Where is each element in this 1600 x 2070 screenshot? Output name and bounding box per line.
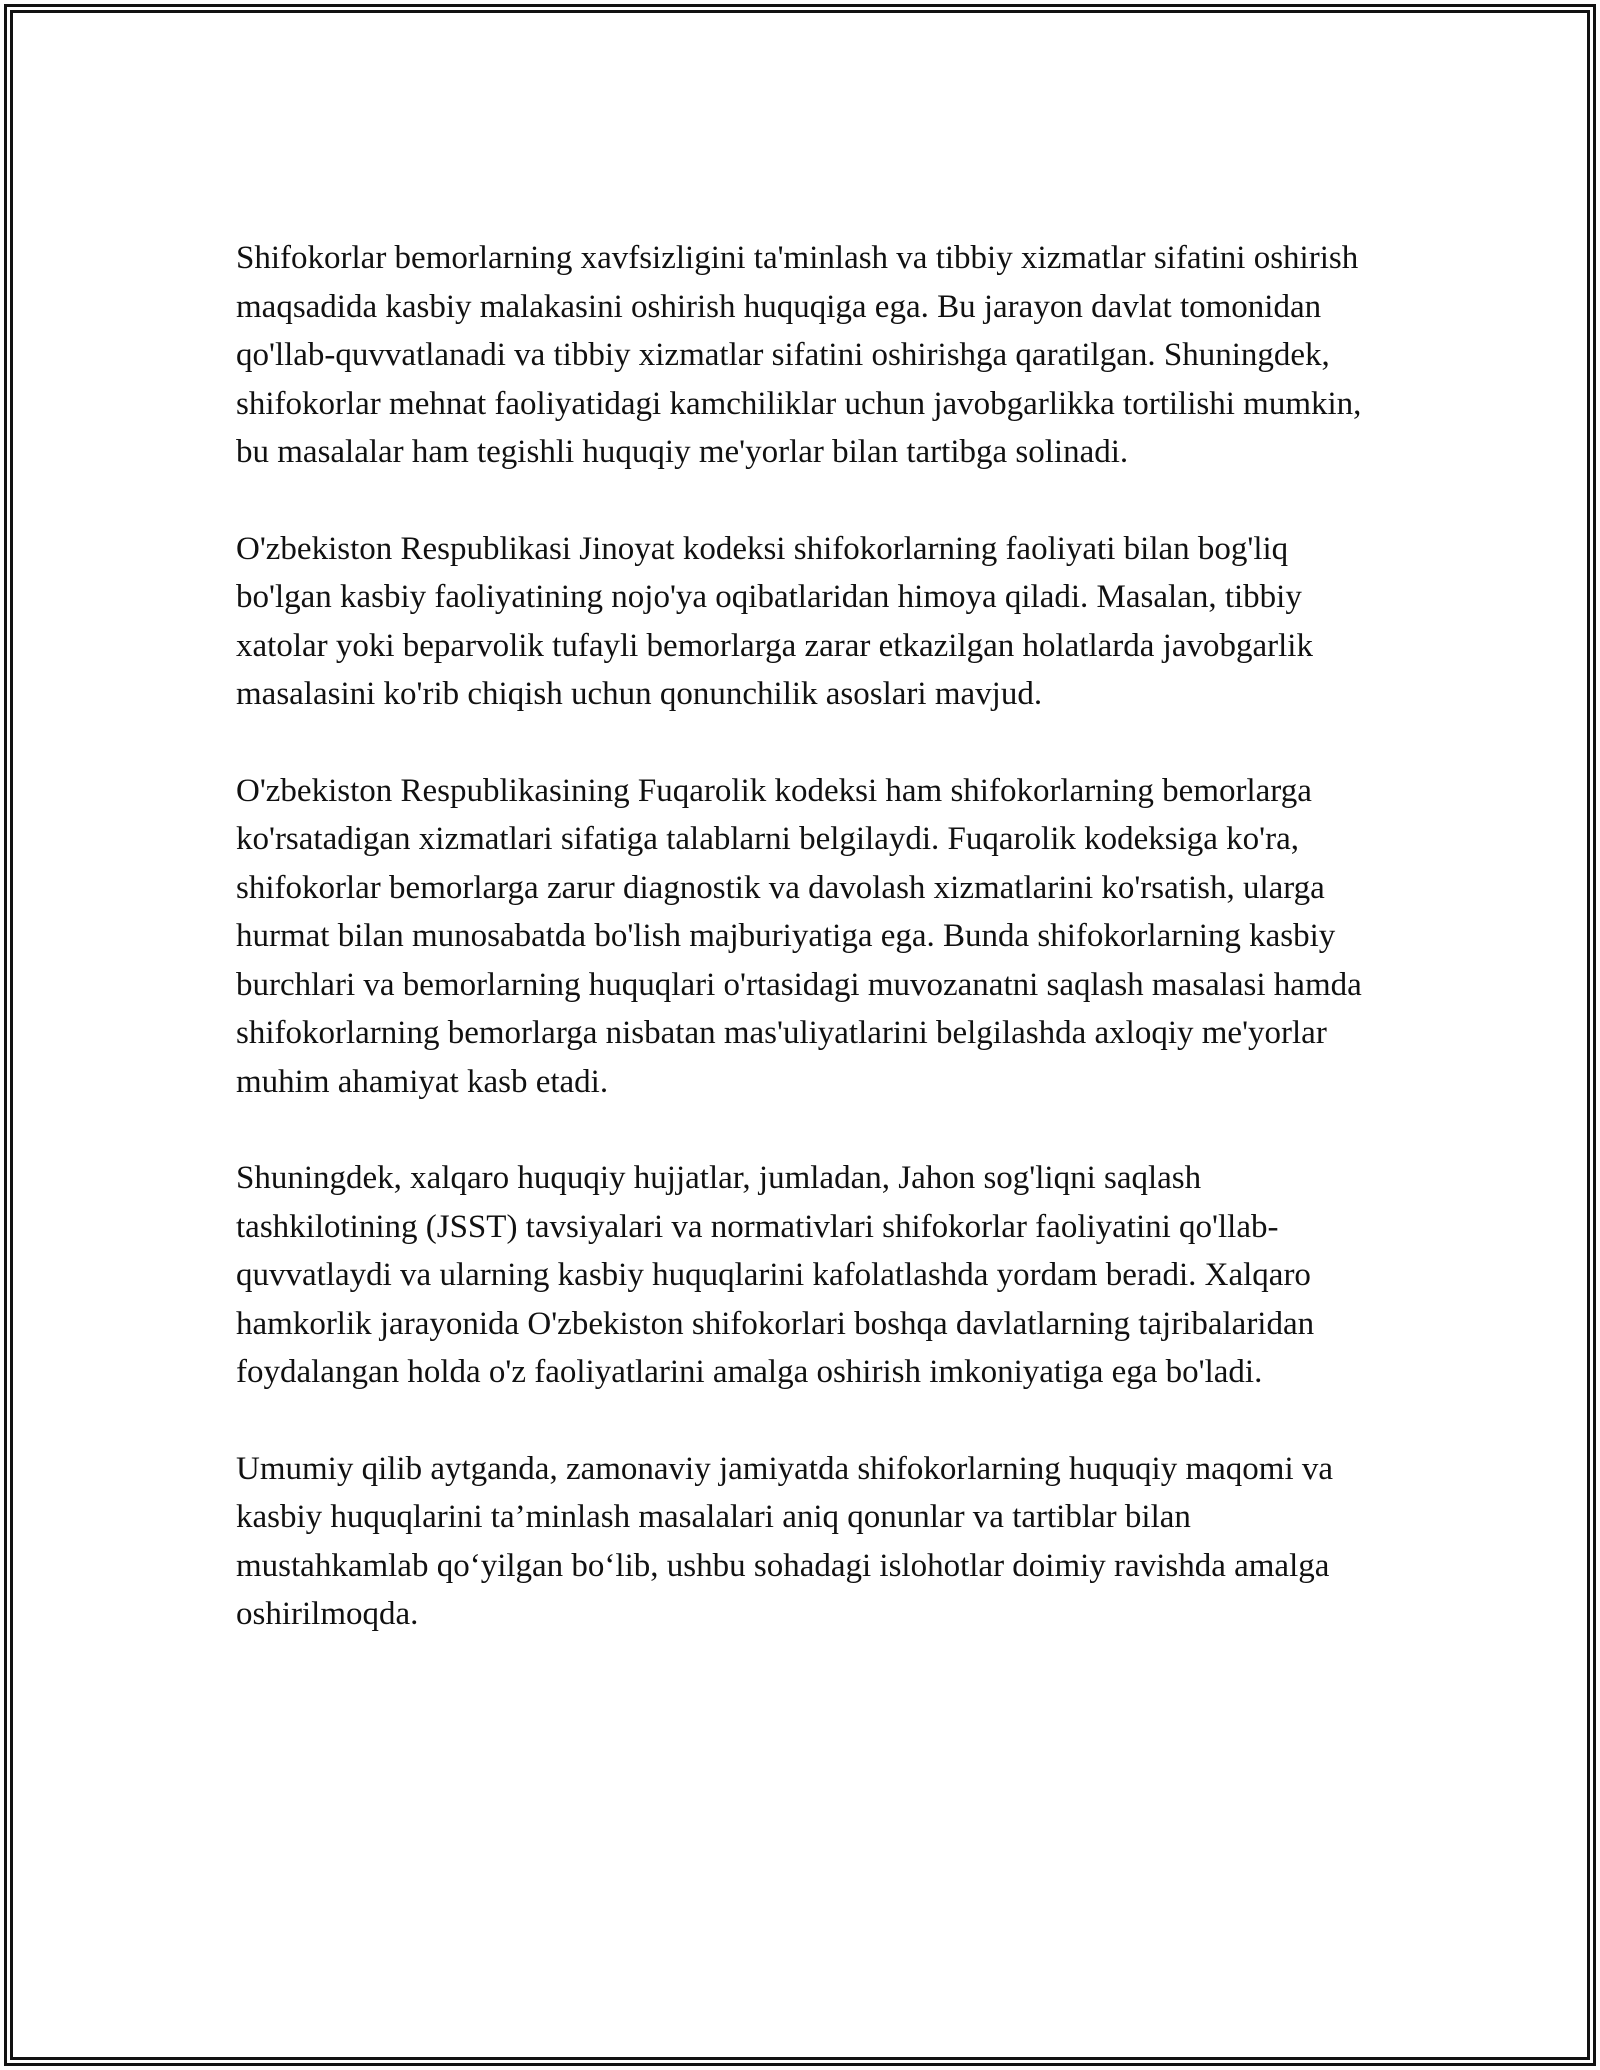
paragraph-1: Shifokorlar bemorlarning xavfsizligini ta'minlash va tibbiy xizmatlar sifatini oshirish maqsadida kasbiy malakasini oshirish huquqiga ega. Bu jarayon davlat tomonidan qo'llab-quvvatlanadi va tibbiy xizmatlar sifatini oshirishga qaratilgan. Shuningdek, shifokorlar mehnat faoliyatidagi kamchiliklar uchun javobgarlikka tortilishi mumkin, bu masalalar ham tegishli huquqiy me'yorlar bilan tartibga solinadi. [236,240,1362,470]
paragraph-2: O'zbekiston Respublikasi Jinoyat kodeksi shifokorlarning faoliyati bilan bog'liq bo'lgan kasbiy faoliyatining nojo'ya oqibatlaridan himoya qiladi. Masalan, tibbiy xatolar yoki beparvolik tufayli bemorlarga zarar etkazilgan holatlarda javobgarlik masalasini ko'rib chiqish uchun qonunchilik asoslari mavjud. [236,530,1313,712]
paragraph-4: Shuningdek, xalqaro huquqiy hujjatlar, jumladan, Jahon sog'liqni saqlash tashkilotining (JSST) tavsiyalari va normativlari shifokorlar faoliyatini qo'llab-quvvatlaydi va ularning kasbiy huquqlarini kafolatlashda yordam beradi. Xalqaro hamkorlik jarayonida O'zbekiston shifokorlari boshqa davlatlarning tajribalaridan foydalangan holda o'z faoliyatlarini amalga oshirish imkoniyatiga ega bo'ladi. [236,1160,1315,1390]
paragraph-3: O'zbekiston Respublikasining Fuqarolik kodeksi ham shifokorlarning bemorlarga ko'rsatadigan xizmatlari sifatiga talablarni belgilaydi. Fuqarolik kodeksiga ko'ra, shifokorlar bemorlarga zarur diagnostik va davolash xizmatlarini ko'rsatish, ularga hurmat bilan munosabatda bo'lish majburiyatiga ega. Bunda shifokorlarning kasbiy burchlari va bemorlarning huquqlari o'rtasidagi muvozanatni saqlash masalasi hamda shifokorlarning bemorlarga nisbatan mas'uliyatlarini belgilashda axloqiy me'yorlar muhim ahamiyat kasb etadi. [236,772,1362,1100]
paragraph-5: Umumiy qilib aytganda, zamonaviy jamiyatda shifokorlarning huquqiy maqomi va kasbiy huquqlarini ta’minlash masalalari aniq qonunlar va tartiblar bilan mustahkamlab qo‘yilgan bo‘lib, ushbu sohadagi islohotlar doimiy ravishda amalga oshirilmoqda. [236,1450,1334,1632]
document-body [236,234,1366,1639]
